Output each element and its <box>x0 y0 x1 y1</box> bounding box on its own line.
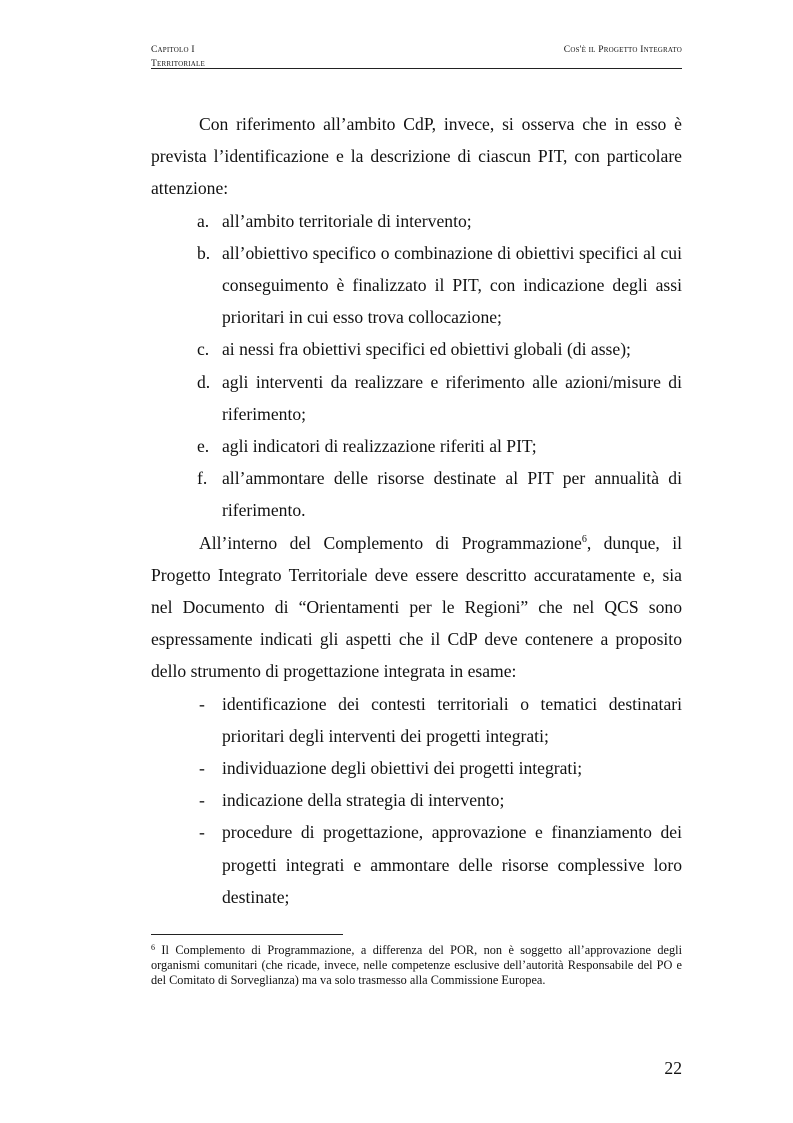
list-item <box>151 784 682 816</box>
list-marker: d. <box>197 371 211 392</box>
list-item <box>151 752 682 784</box>
running-header <box>151 46 682 69</box>
header-chapter <box>151 46 205 69</box>
list-item <box>151 688 682 752</box>
footnote-divider <box>151 934 343 935</box>
header-chapter-line2: Territoriale <box>151 59 205 69</box>
body-text <box>151 108 682 913</box>
list-item-text: procedure di progettazione, approvazione e finanziamento dei progetti integrati e ammontare delle risorse complessive loro destinate; <box>222 822 682 907</box>
list-item <box>151 366 682 430</box>
footnote <box>151 941 682 987</box>
list-item-text: indicazione della strategia di intervento; <box>222 790 505 811</box>
list-marker: - <box>199 758 205 779</box>
list-item-text: all’ammontare delle risorse destinate al PIT per annualità di riferimento. <box>222 468 682 521</box>
list-item <box>151 816 682 913</box>
list-item-text: ai nessi fra obiettivi specifici ed obiettivi globali (di asse); <box>222 339 631 360</box>
list-item <box>151 237 682 334</box>
page-number: 22 <box>664 1058 682 1078</box>
list-item-text: agli indicatori di realizzazione riferiti al PIT; <box>222 436 537 457</box>
list-item-text: individuazione degli obiettivi dei progetti integrati; <box>222 758 583 779</box>
paragraph-2-start: All’interno del Complemento di Programmazione <box>199 532 582 553</box>
paragraph-1: Con riferimento all’ambito CdP, invece, si osserva che in esso è prevista l’identificazione e la descrizione di ciascun PIT, con particolare attenzione: <box>151 114 682 199</box>
list-item <box>151 205 682 237</box>
list-item-text: all’obiettivo specifico o combinazione di obiettivi specifici al cui conseguimento è finalizzato il PIT, con indicazione degli assi prioritari in cui esso trova collocazione; <box>222 242 682 328</box>
list-marker: a. <box>197 210 210 231</box>
list-item-text: identificazione dei contesti territoriali o tematici destinatari prioritari degli interventi dei progetti integrati; <box>222 693 682 746</box>
header-chapter-line1: Capitolo I <box>151 45 195 55</box>
footnote-text: Il Complemento di Programmazione, a differenza del POR, non è soggetto all’approvazione degli organismi comunitari (che ricade, invece, nelle competenze esclusive dell’autorità Responsabile del PO e del Comitato di Sorveglianza) ma va solo trasmesso alla Commissione Europea. <box>151 943 682 987</box>
list-marker: e. <box>197 436 210 457</box>
list-item <box>151 462 682 526</box>
list-item <box>151 333 682 365</box>
paragraph-2 <box>151 527 682 688</box>
list-marker: f. <box>197 468 208 489</box>
header-section-title: Cos'è il Progetto Integrato <box>563 45 682 55</box>
list-item-text: all’ambito territoriale di intervento; <box>222 210 472 231</box>
list-item <box>151 430 682 462</box>
list-marker: - <box>199 693 205 714</box>
list-item-text: agli interventi da realizzare e riferimento alle azioni/misure di riferimento; <box>222 371 682 424</box>
paragraph-2-rest: , dunque, il Progetto Integrato Territoriale deve essere descritto accuratamente e, sia nel Documento di “Orientamenti per le Regioni” che nel QCS sono espressamente indicati gli aspetti che il CdP deve contenere a proposito dello strumento di progettazione integrata in esame: <box>151 532 682 682</box>
list-marker: b. <box>197 242 211 263</box>
footnote-reference[interactable]: 6 <box>581 533 587 545</box>
list-marker: c. <box>197 339 210 360</box>
footnote-number: 6 <box>151 943 155 952</box>
list-marker: - <box>199 790 205 811</box>
list-marker: - <box>199 822 205 843</box>
